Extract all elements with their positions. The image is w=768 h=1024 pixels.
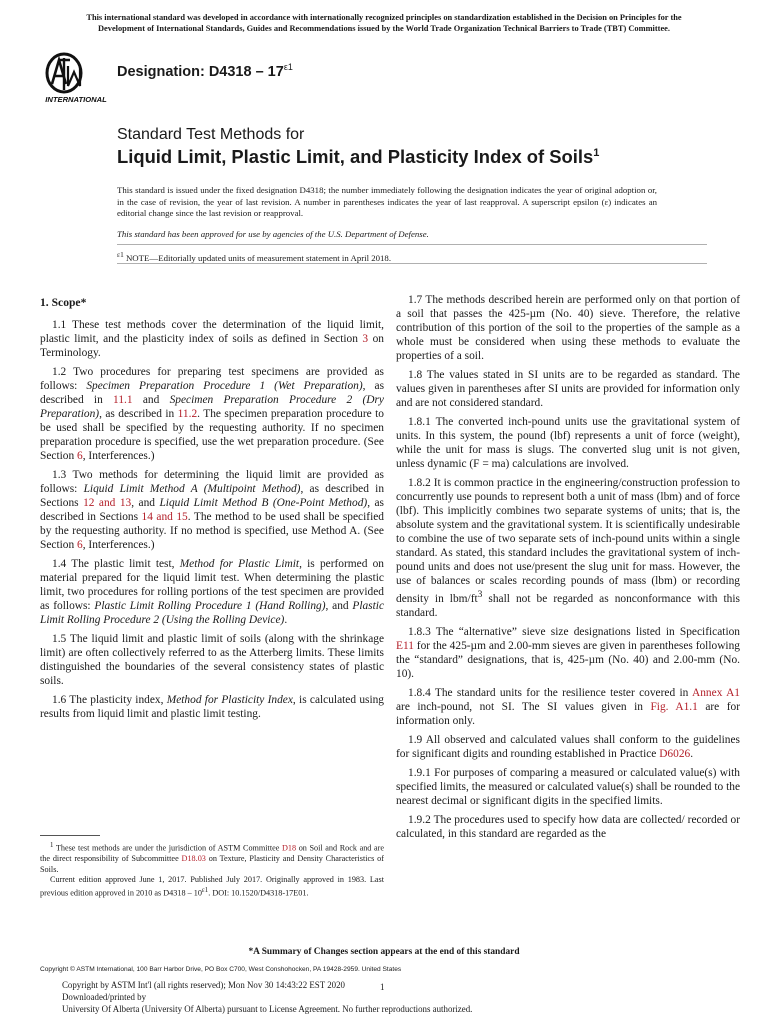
link-14-15[interactable]: 14 and 15 [141,511,188,523]
designation-sup: ε1 [283,62,293,72]
link-11-2[interactable]: 11.2 [177,408,198,420]
title-footnote-mark: 1 [593,146,600,159]
download-info [62,979,472,1015]
footnote-edition: Current edition approved June 1, 2017. Published July 2017. Originally approved in 1983. Last previous edition approved in 2010 as $D4318 - 10^{\varepsilon 1}$. DOI: 10.1520/D4318-17E01. [40,875,384,898]
para-1-4: 1.4 The plastic limit test, Method for Plastic Limit, is performed on material prepared for the liquid limit test. When determining the plastic limit, two procedures for rolling portions of the test specimen are provided as follows: Plastic Limit Rolling Procedure 1 (Hand Rolling), and Plastic Limit Rolling Procedure 2 (Using the Rolling Device). [40,558,384,626]
para-1-5: 1.5 The liquid limit and plastic limit of soils (along with the shrinkage limit) are often collectively referred to as the Atterberg limits. These limits distinguished the boundaries of the several consistency states of plastic soils. [40,633,384,687]
footnote [40,841,384,899]
link-11-1[interactable]: 11.1 [113,394,133,406]
tbt-notice [28,12,740,34]
editorial-note [117,250,391,263]
link-e11[interactable]: E11 [396,639,414,652]
tbt-line-1: This international standard was developed in accordance with internationally recognized principles on standardization established in the Decision on Principles for the [86,13,682,22]
para-1-8-3: 1.8.3 The “alternative” sieve size designations listed in Specification E11 for the 425-µm and 2.00-mm sieves are given in parentheses following the “standard” designations, that is, 425-µm (No. 40) and 2.00-mm (No. 10). [396,625,740,680]
astm-logo [40,50,112,106]
download-line-2: Downloaded/printed by [62,992,147,1002]
link-d18-03[interactable]: D18.03 [181,854,206,864]
dod-approval: This standard has been approved for use by agencies of the U.S. Department of Defense. [117,229,429,239]
para-1-8-4: 1.8.4 The standard units for the resilience tester covered in Annex A1 are inch-pound, not SI. The SI values given in Fig. A1.1 are for information only. [396,686,740,727]
para-1-8-2: 1.8.2 It is common practice in the engineering/construction profession to concurrently use pounds to represent both a unit of mass (lbm) and of force (lbf). This implicitly combines two separate systems of units; that is, the absolute system and the gravitational system. It is scientifically undesirable to combine the use of two separate sets of inch-pound units within a single standard. As stated, this standard includes the gravitational system of inch-pound units and does not use/present the slug unit for mass. However, the use of balances or scales recording pounds of mass (lbm) or recording density in lbm/$ft^3$ shall not be regarded as nonconformance with this standard. [396,477,740,619]
para-1-9: 1.9 All observed and calculated values shall conform to the guidelines for significant digits and rounding established in Practice D6026. [396,733,740,760]
link-d6026[interactable]: D6026 [659,747,691,760]
designation [117,62,293,80]
issuance-statement: This standard is issued under the fixed designation D4318; the number immediately following the designation indicates the year of original adoption or, in the case of revision, the year of last revision. A number in parentheses indicates the year of last reapproval. A superscript epsilon (ε) indicates an editorial change since the last revision or reapproval. [117,185,657,218]
designation-label: Designation: D4318 – 17 [117,63,284,80]
divider [117,263,707,264]
para-1-8: 1.8 The values stated in SI units are to be regarded as standard. The values given in parentheses after SI units are provided for information only and are not considered standard. [396,369,740,409]
download-line-3: University Of Alberta (University Of Alberta) pursuant to License Agreement. No further reproductions authorized. [62,1004,473,1014]
download-line-1: Copyright by ASTM Int'l (all rights reserved); Mon Nov 30 14:43:22 EST 2020 [62,980,345,990]
footnote-jurisdiction: $^1$ These test methods are under the jurisdiction of ASTM Committee D18 on Soil and Rock and are the direct responsibility of Subcommittee D18.03 on Texture, Plasticity and Density Characteristics of Soils. [40,842,384,874]
link-section-6[interactable]: 6 [77,450,83,462]
logo-text: INTERNATIONAL [45,95,107,104]
para-1-7: 1.7 The methods described herein are performed only on that portion of a soil that passes the 425-µm (No. 40) sieve. Therefore, the relative contribution of this portion of the soil to the properties of the sample as a whole must be considered when using these methods to evaluate the properties of a soil. [396,294,740,362]
divider [117,244,707,245]
link-section-6[interactable]: 6 [77,539,83,551]
link-fig-a1-1[interactable]: Fig. A1.1 [650,700,698,713]
standard-title [117,146,599,168]
scope-heading: 1. Scope* [40,296,87,309]
link-annex-a1[interactable]: Annex A1 [692,686,740,699]
tbt-line-2: Development of International Standards, Guides and Recommendations issued by the World Trade Organization Technical Barriers to Trade (TBT) Committee. [98,24,670,33]
para-1-1: 1.1 These test methods cover the determination of the liquid limit, plastic limit, and the plasticity index of soils as defined in Section 3 on Terminology. [40,319,384,359]
page-number: 1 [380,982,385,992]
para-1-2: 1.2 Two procedures for preparing test specimens are provided as follows: Specimen Preparation Procedure 1 (Wet Preparation), as described in 11.1 and Specimen Preparation Procedure 2 (Dry Preparation), as described in 11.2. The specimen preparation procedure to be used shall be specified by the requesting authority. If no specimen preparation procedure is specified, use the wet preparation procedure. (See Section 6, Interferences.) [40,366,385,462]
note-text: NOTE—Editorially updated units of measurement statement in April 2018. [123,252,392,263]
para-1-8-1: 1.8.1 The converted inch-pound units use the gravitational system of units. In this system, the pound (lbf) represents a unit of force (weight), while the unit for mass is slugs. The converted slug unit is not given, unless dynamic (F = ma) calculations are involved. [396,416,740,470]
link-d18[interactable]: D18 [281,843,297,853]
copyright-line: Copyright © ASTM International, 100 Barr Harbor Drive, PO Box C700, West Conshohocken, PA 19428-2959. United States [40,966,402,973]
link-12-13[interactable]: 12 and 13 [83,497,132,509]
para-1-9-2: 1.9.2 The procedures used to specify how data are collected/ recorded or calculated, in this standard are regarded as the [396,813,740,840]
link-section-3[interactable]: 3 [362,333,369,345]
standard-type: Standard Test Methods for [117,126,305,143]
right-column [396,293,740,846]
para-1-3: 1.3 Two methods for determining the liquid limit are provided as follows: Liquid Limit Method A (Multipoint Method), as described in Sections 12 and 13, and Liquid Limit Method B (One-Point Method), as described in Sections 14 and 15. The method to be used shall be specified by the requesting authority. If no method is specified, use Method A. (See Section 6, Interferences.) [40,469,385,551]
para-1-9-1: 1.9.1 For purposes of comparing a measured or calculated value(s) with specified limits, the measured or calculated value(s) shall be rounded to the nearest decimal or significant digits in the specified limits. [396,766,740,807]
title-main: Liquid Limit, Plastic Limit, and Plasticity Index of Soils [117,146,594,167]
footnote-rule [40,835,100,836]
left-column [40,296,384,726]
summary-of-changes-note: *A Summary of Changes section appears at the end of this standard [248,947,520,957]
note-mark: ε1 [117,250,124,259]
para-1-6: 1.6 The plasticity index, Method for Plasticity Index, is calculated using results from liquid limit and plastic limit testing. [40,694,385,720]
